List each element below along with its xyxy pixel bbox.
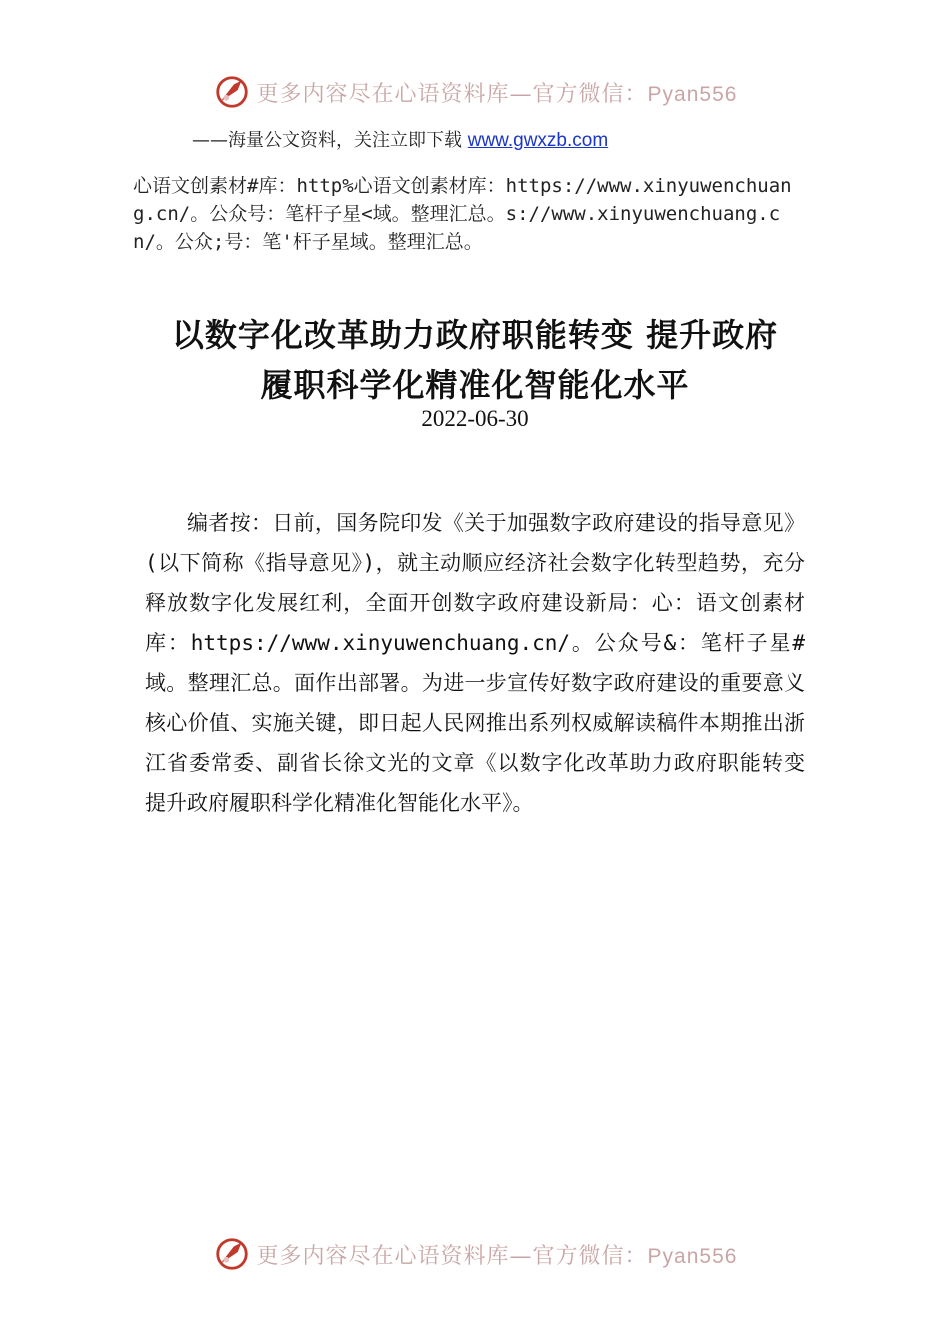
title-line-2: 履职科学化精准化智能化水平 [260,366,690,404]
logo-icon [213,1235,251,1273]
header-banner [0,70,950,114]
title-line-1: 以数字化改革助力政府职能转变 提升政府 [171,316,779,354]
header-banner-text: 更多内容尽在心语资料库—官方微信：Pyan556 [256,81,738,107]
watermark-text: 心语文创素材#库：http%心语文创素材库：https://www.xinyuwenchuang.cn/。公众号：笔杆子星<域。整理汇总。s://www.xinyuwenchuang.cn/。公众;号：笔'杆子星域。整理汇总。 [133,175,792,253]
header-banner-handle: Pyan556 [647,82,738,106]
logo-icon [213,73,251,111]
sub-banner-text: ——海量公文资料，关注立即下载 [192,130,468,151]
document-title [90,310,860,410]
footer-banner-text: 更多内容尽在心语资料库—官方微信：Pyan556 [256,1243,738,1269]
footer-banner-handle: Pyan556 [647,1244,738,1268]
body-paragraph: 编者按：日前，国务院印发《关于加强数字政府建设的指导意见》(以下简称《指导意见》)，就主动顺应经济社会数字化转型趋势，充分释放数字化发展红利，全面开创数字政府建设新局：心：语文创素材库：https://www.xinyuwenchuang.cn/。公众号&：笔杆子星#域。整理汇总。面作出部署。为进一步宣传好数字政府建设的重要意义核心价值、实施关键，即日起人民网推出系列权威解读稿件本期推出浙江省委常委、副省长徐文光的文章《以数字化改革助力政府职能转变 提升政府履职科学化精准化智能化水平》。 [145,511,805,815]
document-date: 2022-06-30 [421,406,529,431]
sub-banner [192,126,892,152]
download-link[interactable]: www.gwxzb.com [467,130,609,151]
footer-banner [0,1232,950,1276]
